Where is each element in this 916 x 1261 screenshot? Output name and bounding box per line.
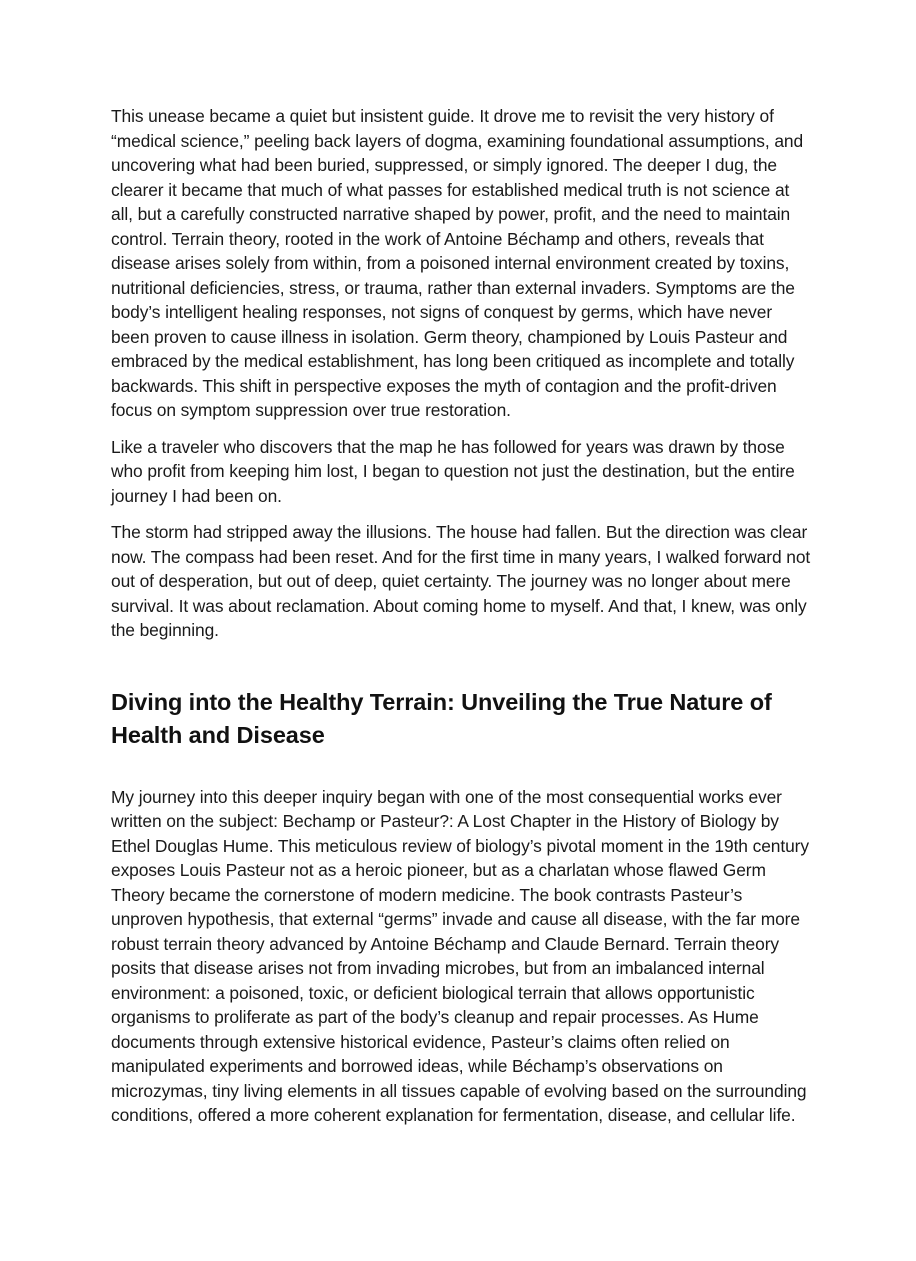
paragraph-journey: My journey into this deeper inquiry began with one of the most consequential works ever written on the subject: Bechamp or Pasteur?: A Lost Chapter in the History of Biology by Ethel Douglas Hume. This meticulous review of biology’s pivotal moment in the 19th century exposes Louis Pasteur not as a heroic pioneer, but as a charlatan whose flawed Germ Theory became the cornerstone of modern medicine. The book contrasts Pasteur’s unproven hypothesis, that external “germs” invade and cause all disease, with the far more robust terrain theory advanced by Antoine Béchamp and Claude Bernard. Terrain theory posits that disease arises not from invading microbes, but from an imbalanced internal environment: a poisoned, toxic, or deficient biological terrain that allows opportunistic organisms to proliferate as part of the body’s cleanup and repair processes. As Hume documents through extensive historical evidence, Pasteur’s claims often relied on manipulated experiments and borrowed ideas, while Béchamp’s observations on microzymas, tiny living elements in all tissues capable of evolving based on the surrounding conditions, offered a more coherent explanation for fermentation, disease, and cellular life. <box>111 786 809 1125</box>
section-heading: Diving into the Healthy Terrain: Unveiling the True Nature of Health and Disease <box>111 688 772 748</box>
paragraph-unease: This unease became a quiet but insistent guide. It drove me to revisit the very history of “medical science,” peeling back layers of dogma, examining foundational assumptions, and uncovering what had been buried, suppressed, or simply ignored. The deeper I dug, the clearer it became that much of what passes for established medical truth is not science at all, but a carefully constructed narrative shaped by power, profit, and the need to maintain control. Terrain theory, rooted in the work of Antoine Béchamp and others, reveals that disease arises solely from within, from a poisoned internal environment created by toxins, nutritional deficiencies, stress, or trauma, rather than external invaders. Symptoms are the body’s intelligent healing responses, not signs of conquest by germs, which have never been proven to cause illness in isolation. Germ theory, championed by Louis Pasteur and embraced by the medical establishment, has long been critiqued as incomplete and totally backwards. This shift in perspective exposes the myth of contagion and the profit-driven focus on symptom suppression over true restoration. <box>111 106 804 420</box>
paragraph-traveler: Like a traveler who discovers that the map he has followed for years was drawn by those who profit from keeping him lost, I began to question not just the destination, but the entire journey I had been on. <box>111 436 795 506</box>
paragraph-storm: The storm had stripped away the illusions. The house had fallen. But the direction was clear now. The compass had been reset. And for the first time in many years, I walked forward not out of desperation, but out of deep, quiet certainty. The journey was no longer about mere survival. It was about reclamation. About coming home to myself. And that, I knew, was only the beginning. <box>111 522 811 640</box>
document-page <box>111 104 811 1128</box>
spacer <box>111 643 811 686</box>
spacer <box>111 752 811 785</box>
